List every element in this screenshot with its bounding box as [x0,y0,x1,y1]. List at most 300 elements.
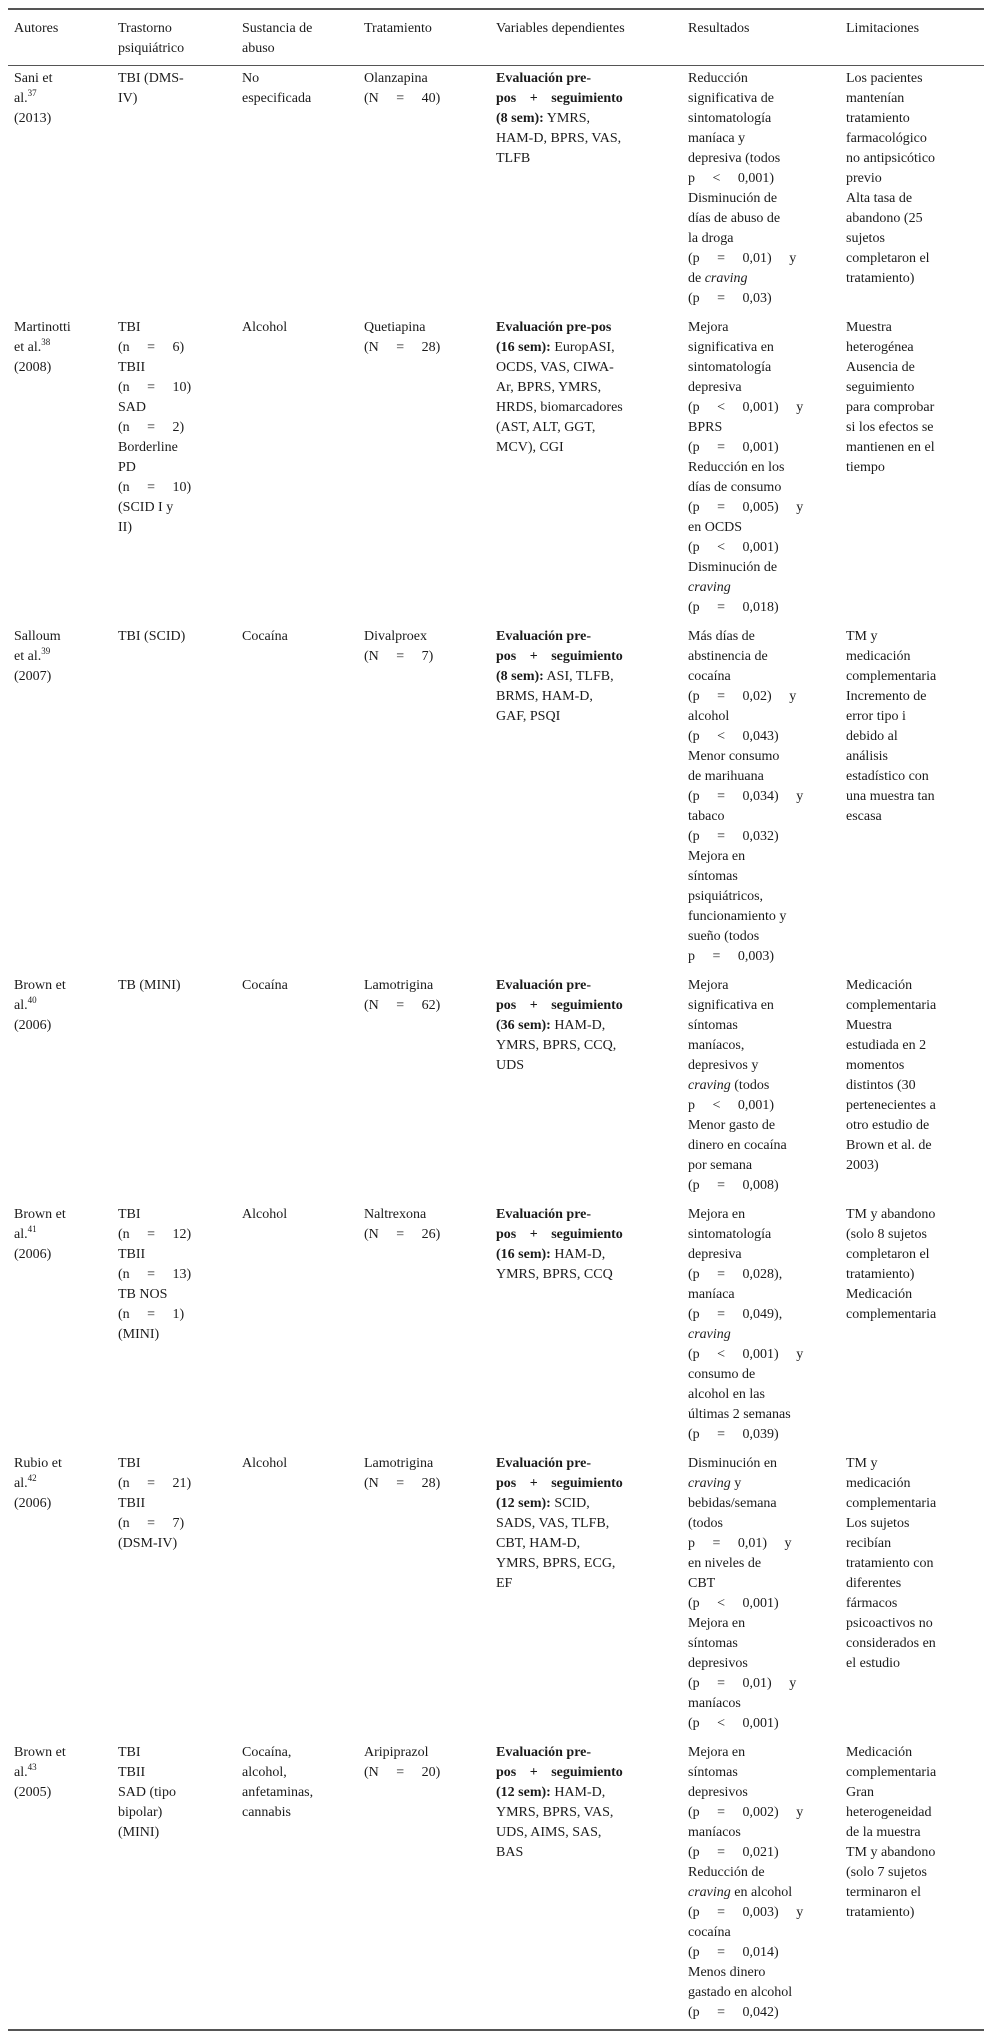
result-line: maníacos, [688,1038,745,1053]
header-line: Variables dependientes [496,21,625,36]
limitation-line: si los efectos se [846,420,934,435]
author-name: Brown et [14,1207,66,1222]
treatment-drug: Olanzapina [364,71,428,86]
result-line: maníacos [688,1825,741,1840]
limitation-line: complementaria [846,998,937,1013]
result-line: en OCDS [688,520,743,535]
disorder-line: TBI [118,1745,141,1760]
disorder-line: SAD [118,400,147,415]
disorder-line: SAD (tipo [118,1785,176,1800]
result-line: (p < 0,001) [688,540,779,555]
disorder-line: TBI [118,320,141,335]
disorder-line: (MINI) [118,1327,160,1342]
result-line: (p = 0,039) [688,1427,779,1442]
disorder-line: (n = 10) [118,480,192,495]
result-line: depresiva (todos [688,151,781,166]
limitation-line: recibían [846,1536,892,1551]
cell-treatment [358,973,490,1202]
cell-limitations [840,66,984,316]
variables-list: HAM-D, BPRS, VAS, [496,131,622,146]
cell-results [682,1740,840,2030]
cell-author [8,1451,112,1740]
table-row [8,315,984,624]
cell-variables [490,315,682,624]
studies-table [8,8,984,2031]
limitation-line: complementaria [846,1307,937,1322]
result-term-italic: craving [688,1885,731,1900]
variables-list: MCV), CGI [496,440,564,455]
limitation-line: Medicación [846,978,913,993]
limitation-line: complementaria [846,1496,937,1511]
limitation-line: TM y abandono [846,1845,936,1860]
result-line: (p < 0,001) [688,1716,779,1731]
result-line: (p = 0,014) [688,1945,779,1960]
result-term-italic: craving [704,271,748,286]
result-line: últimas 2 semanas [688,1407,791,1422]
result-line: síntomas [688,869,738,884]
limitation-line: Incremento de [846,689,927,704]
limitation-line: TM y abandono [846,1207,936,1222]
disorder-line: (n = 2) [118,420,185,435]
result-line: (p = 0,003) y [688,1905,804,1920]
author-year: (2013) [14,111,52,126]
disorder-line: IV) [118,91,138,106]
result-term-italic: craving [688,1327,731,1342]
variables-line [496,1016,676,1036]
result-line: sueño (todos [688,929,760,944]
variables-line [496,1494,676,1514]
result-line: (p = 0,01) y [688,1676,797,1691]
result-line: sintomatología [688,360,772,375]
result-term-italic: craving [688,1476,731,1491]
limitation-line: medicación [846,649,911,664]
cell-variables [490,1451,682,1740]
cell-variables [490,66,682,316]
result-line: Reducción [688,71,748,86]
variables-list: YMRS, BPRS, CCQ [496,1267,613,1282]
variables-heading: (8 sem): [496,669,544,684]
substance-line: Cocaína [242,978,288,993]
disorder-line: (n = 6) [118,340,185,355]
result-line: la droga [688,231,734,246]
disorder-line: Borderline [118,440,178,455]
substance-line: alcohol, [242,1765,287,1780]
header-line: Limitaciones [846,21,920,36]
substance-line: Alcohol [242,1207,288,1222]
result-line: días de abuso de [688,211,781,226]
limitation-line: 2003) [846,1158,879,1173]
result-line: p < 0,001) [688,1098,775,1113]
cell-substance [236,1451,358,1740]
limitation-line: completaron el [846,1247,930,1262]
variables-heading: Evaluación pre- [496,71,592,86]
limitation-line: heterogénea [846,340,914,355]
result-line: en niveles de [688,1556,762,1571]
disorder-line: (n = 1) [118,1307,185,1322]
column-header-resultados [682,9,840,66]
limitation-line: terminaron el [846,1885,922,1900]
limitation-line: tratamiento) [846,1905,915,1920]
limitation-line: (solo 7 sujetos [846,1865,927,1880]
disorder-line: (DSM-IV) [118,1536,178,1551]
limitation-line: fármacos [846,1596,898,1611]
author-year: (2008) [14,360,52,375]
cell-substance [236,315,358,624]
variables-line [496,338,676,358]
cell-limitations [840,1202,984,1451]
disorder-line: (n = 13) [118,1267,192,1282]
result-text: y [730,1476,742,1491]
result-line [688,269,834,289]
limitation-line: no antipsicótico [846,151,936,166]
result-line: bebidas/semana [688,1496,777,1511]
result-line: maníaca [688,1287,735,1302]
header-row [8,9,984,66]
variables-list: YMRS, [546,111,590,126]
result-line: CBT [688,1576,716,1591]
result-line: días de consumo [688,480,782,495]
result-line: Mejora [688,978,729,993]
result-line: Menos dinero [688,1965,766,1980]
limitation-line: pertenecientes a [846,1098,936,1113]
variables-list: YMRS, BPRS, ECG, [496,1556,616,1571]
result-line: síntomas [688,1636,738,1651]
limitation-line: otro estudio de [846,1118,930,1133]
disorder-line: (n = 10) [118,380,192,395]
reference-number: 40 [27,995,37,1005]
author-prefix: al. [14,1765,28,1780]
variables-heading: pos + seguimiento [496,649,623,664]
result-line: p = 0,003) [688,949,775,964]
cell-disorder [112,973,236,1202]
result-line: funcionamiento y [688,909,787,924]
variables-list: UDS, AIMS, SAS, [496,1825,602,1840]
limitation-line: abandono (25 [846,211,923,226]
cell-substance [236,1740,358,2030]
result-line: significativa de [688,91,774,106]
cell-results [682,1202,840,1451]
limitation-line: TM y [846,629,878,644]
variables-heading: (16 sem): [496,1247,551,1262]
treatment-n: (N = 26) [364,1227,441,1242]
result-line: (p = 0,049), [688,1307,783,1322]
table-row [8,1202,984,1451]
author-etal [14,1474,106,1494]
treatment-drug: Quetiapina [364,320,426,335]
variables-list: UDS [496,1058,525,1073]
table-row [8,973,984,1202]
variables-list: HAM-D, [554,1247,606,1262]
result-line: de marihuana [688,769,764,784]
result-line: (p = 0,034) y [688,789,804,804]
variables-heading: Evaluación pre- [496,978,592,993]
result-line: síntomas [688,1018,738,1033]
author-prefix: al. [14,1476,28,1491]
author-etal [14,338,106,358]
variables-heading: Evaluación pre- [496,1745,592,1760]
result-line: abstinencia de [688,649,768,664]
column-header-variables [490,9,682,66]
table-row [8,1740,984,2030]
author-etal [14,1225,106,1245]
variables-list: HRDS, biomarcadores [496,400,623,415]
result-line: Disminución de [688,191,778,206]
result-line [688,1883,834,1903]
cell-results [682,315,840,624]
cell-disorder [112,624,236,973]
limitation-line: estadístico con [846,769,929,784]
limitation-line: (solo 8 sujetos [846,1227,927,1242]
cell-limitations [840,624,984,973]
result-line: síntomas [688,1765,738,1780]
treatment-n: (N = 62) [364,998,441,1013]
result-line: maníaca y [688,131,746,146]
author-name: Salloum [14,629,61,644]
disorder-line: TBII [118,360,146,375]
disorder-line: TBII [118,1247,146,1262]
result-line: BPRS [688,420,723,435]
variables-list: YMRS, BPRS, CCQ, [496,1038,617,1053]
table-row [8,624,984,973]
header-line: psiquiátrico [118,41,185,56]
cell-variables [490,1740,682,2030]
variables-line [496,1245,676,1265]
disorder-line: PD [118,460,136,475]
treatment-drug: Aripiprazol [364,1745,429,1760]
result-line: (p = 0,018) [688,600,779,615]
treatment-drug: Lamotrigina [364,1456,434,1471]
substance-line: Alcohol [242,1456,288,1471]
result-line: cocaína [688,669,731,684]
reference-number: 43 [27,1762,37,1772]
cell-results [682,973,840,1202]
limitation-line: estudiada en 2 [846,1038,927,1053]
disorder-line: TBI [118,1207,141,1222]
result-line [688,1076,834,1096]
variables-list: BRMS, HAM-D, [496,689,593,704]
limitation-line: distintos (30 [846,1078,916,1093]
substance-line: especificada [242,91,312,106]
treatment-drug: Naltrexona [364,1207,427,1222]
result-line: (p = 0,021) [688,1845,779,1860]
result-line: consumo de [688,1367,756,1382]
cell-author [8,973,112,1202]
result-line: (p = 0,008) [688,1178,779,1193]
treatment-n: (N = 7) [364,649,434,664]
variables-list: SADS, VAS, TLFB, [496,1516,610,1531]
substance-line: Cocaína [242,629,288,644]
limitation-line: sujetos [846,231,885,246]
result-line: sintomatología [688,111,772,126]
cell-treatment [358,624,490,973]
variables-list: SCID, [554,1496,590,1511]
result-line: Menor consumo [688,749,780,764]
limitation-line: Ausencia de [846,360,915,375]
variables-list: Ar, BPRS, YMRS, [496,380,602,395]
result-line: (p = 0,001) [688,440,779,455]
variables-line [496,1783,676,1803]
cell-treatment [358,1740,490,2030]
result-line: (p < 0,001) y [688,1347,804,1362]
variables-heading: (12 sem): [496,1785,551,1800]
disorder-line: TBI [118,1456,141,1471]
cell-author [8,624,112,973]
disorder-line: TBI (DMS- [118,71,184,86]
variables-heading: (36 sem): [496,1018,551,1033]
limitation-line: momentos [846,1058,905,1073]
variables-heading: (12 sem): [496,1496,551,1511]
cell-disorder [112,1740,236,2030]
variables-list: EF [496,1576,513,1591]
limitation-line: mantenían [846,91,905,106]
result-line: p = 0,01) y [688,1536,792,1551]
result-line: (p < 0,001) y [688,400,804,415]
variables-list: YMRS, BPRS, VAS, [496,1805,614,1820]
disorder-line: bipolar) [118,1805,163,1820]
limitation-line: TM y [846,1456,878,1471]
disorder-line: (MINI) [118,1825,160,1840]
variables-line [496,109,676,129]
limitation-line: medicación [846,1476,911,1491]
result-line: depresiva [688,1247,742,1262]
variables-heading: Evaluación pre-pos [496,320,612,335]
header-line: Resultados [688,21,750,36]
author-year: (2006) [14,1018,52,1033]
result-line: (todos [688,1516,723,1531]
header-line: Sustancia de [242,21,313,36]
result-line: depresiva [688,380,742,395]
limitation-line: para comprobar [846,400,935,415]
author-etal [14,647,106,667]
author-name: Rubio et [14,1456,62,1471]
result-line: (p < 0,001) [688,1596,779,1611]
author-etal [14,996,106,1016]
table-row [8,66,984,316]
reference-number: 41 [27,1224,37,1234]
variables-heading: pos + seguimiento [496,1765,623,1780]
variables-heading: (16 sem): [496,340,551,355]
author-year: (2006) [14,1496,52,1511]
column-header-tratamiento [358,9,490,66]
result-line: sintomatología [688,1227,772,1242]
result-line: (p < 0,043) [688,729,779,744]
disorder-line: TBI (SCID) [118,629,186,644]
result-line: alcohol en las [688,1387,765,1402]
author-prefix: et al. [14,340,42,355]
cell-treatment [358,1451,490,1740]
cell-limitations [840,315,984,624]
cell-variables [490,1202,682,1451]
result-line [688,1474,834,1494]
result-line: (p = 0,042) [688,2005,779,2020]
author-name: Brown et [14,978,66,993]
result-line [688,1325,834,1345]
cell-results [682,1451,840,1740]
header-line: abuso [242,41,275,56]
cell-disorder [112,315,236,624]
limitation-line: análisis [846,749,888,764]
result-line: gastado en alcohol [688,1985,793,2000]
limitation-line: Medicación [846,1287,913,1302]
substance-line: Cocaína, [242,1745,292,1760]
cell-variables [490,624,682,973]
limitation-line: tratamiento con [846,1556,934,1571]
substance-line: No [242,71,260,86]
result-line: significativa en [688,340,774,355]
limitation-line: previo [846,171,882,186]
variables-list: (AST, ALT, GGT, [496,420,596,435]
variables-list: HAM-D, [554,1785,606,1800]
cell-disorder [112,66,236,316]
limitation-line: debido al [846,729,898,744]
limitation-line: seguimiento [846,380,915,395]
result-line: depresivos [688,1656,748,1671]
result-line: p < 0,001) [688,171,775,186]
treatment-drug: Divalproex [364,629,427,644]
variables-list: BAS [496,1845,524,1860]
limitation-line: diferentes [846,1576,902,1591]
author-prefix: al. [14,91,28,106]
substance-line: anfetaminas, [242,1785,314,1800]
author-etal [14,89,106,109]
author-name: Brown et [14,1745,66,1760]
result-line: (p = 0,005) y [688,500,804,515]
table-body [8,66,984,2031]
header-line: Trastorno [118,21,172,36]
reference-number: 37 [27,88,37,98]
result-line: significativa en [688,998,774,1013]
result-line: Mejora en [688,1616,746,1631]
result-line: Mejora en [688,1745,746,1760]
result-term-italic: craving [688,1078,731,1093]
author-etal [14,1763,106,1783]
result-line [688,578,834,598]
cell-treatment [358,1202,490,1451]
header-line: Autores [14,21,59,36]
limitation-line: tiempo [846,460,885,475]
limitation-line: considerados en [846,1636,936,1651]
variables-list: CBT, HAM-D, [496,1536,581,1551]
cell-substance [236,973,358,1202]
cell-author [8,315,112,624]
author-prefix: al. [14,998,28,1013]
treatment-n: (N = 28) [364,340,441,355]
variables-list: EuropASI, [554,340,615,355]
cell-limitations [840,1451,984,1740]
variables-heading: pos + seguimiento [496,1476,623,1491]
limitation-line: Brown et al. de [846,1138,932,1153]
substance-line: Alcohol [242,320,288,335]
result-line: Disminución en [688,1456,778,1471]
variables-heading: Evaluación pre- [496,629,592,644]
cell-results [682,66,840,316]
result-term-italic: craving [688,580,731,595]
limitation-line: de la muestra [846,1825,921,1840]
cell-substance [236,1202,358,1451]
disorder-line: TB NOS [118,1287,168,1302]
cell-treatment [358,66,490,316]
cell-results [682,624,840,973]
limitation-line: Medicación [846,1745,913,1760]
cell-limitations [840,973,984,1202]
result-line: dinero en cocaína [688,1138,787,1153]
header-line: Tratamiento [364,21,432,36]
treatment-n: (N = 20) [364,1765,441,1780]
variables-list: HAM-D, [554,1018,606,1033]
disorder-line: (n = 12) [118,1227,192,1242]
cell-variables [490,973,682,1202]
disorder-line: (SCID I y [118,500,174,515]
